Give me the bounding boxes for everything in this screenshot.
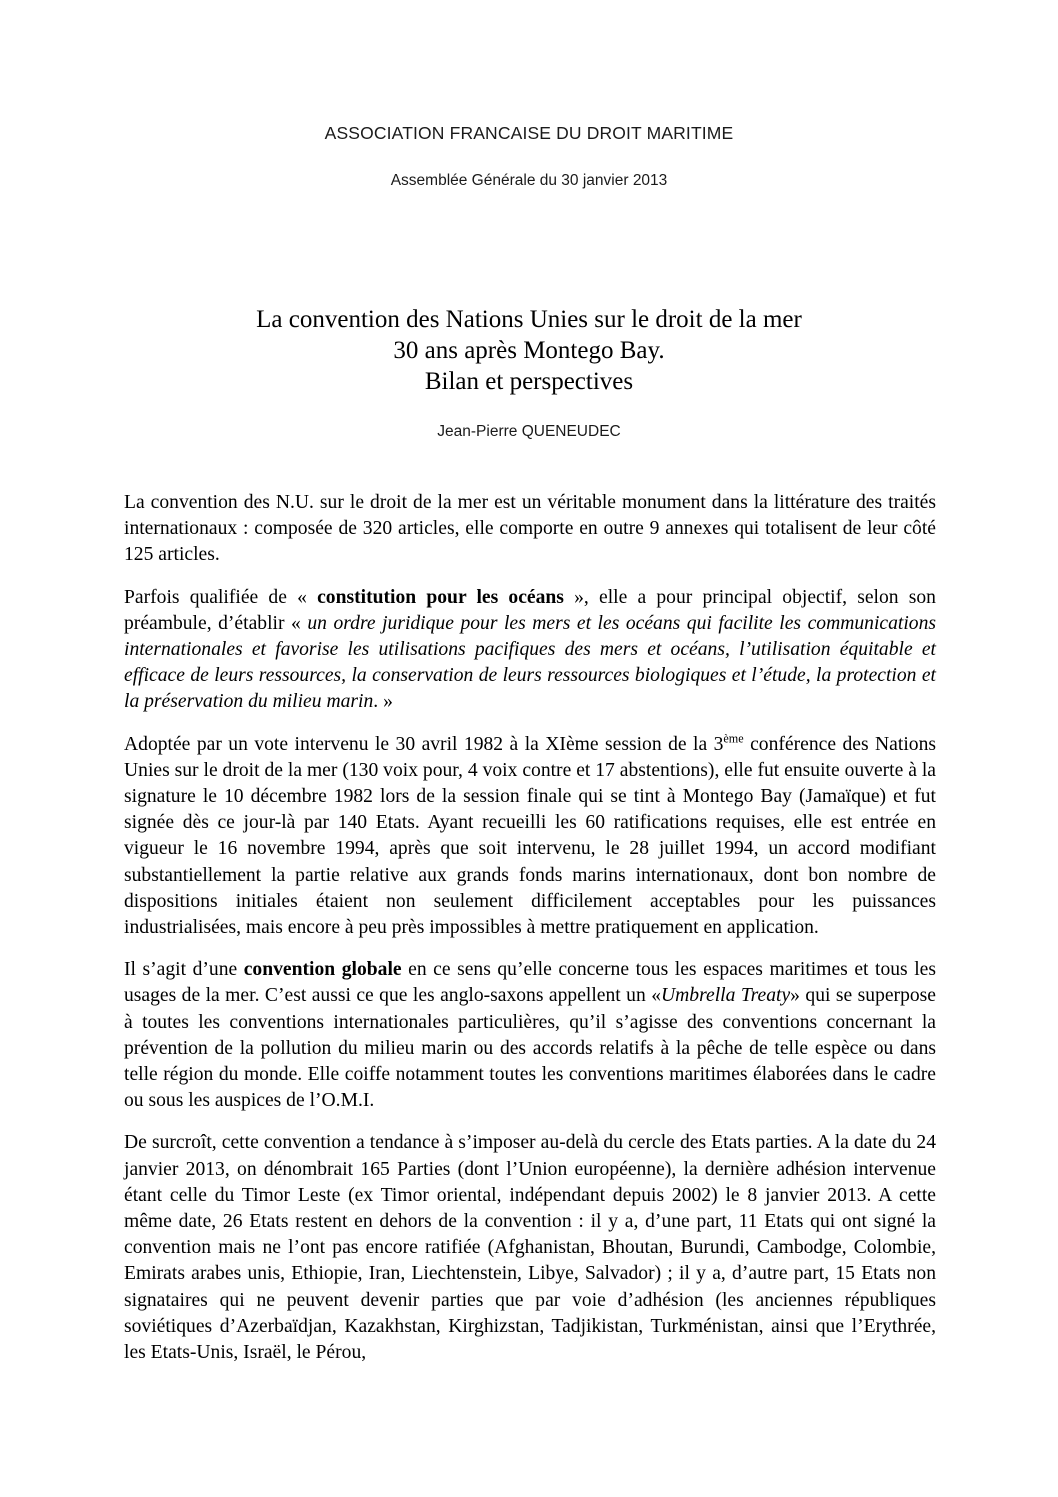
title-block	[0, 304, 1058, 442]
emphasis-convention-globale: convention globale	[243, 959, 402, 981]
paragraph-3-intro: Adoptée par un vote intervenu le 30 avril 1982 à la XIème session de la 3	[124, 733, 724, 755]
paragraph-5-text: De surcroît, cette convention a tendance à s’imposer au-delà du cercle des Etats parties. A la date du 24 janvier 2013, on dénombrait 165 Parties (dont l’Union européenne), la dernière adhésion intervenue étant celle du Timor Leste (ex Timor oriental, indépendant depuis 2002) le 8 janvier 2013. A cette même date, 26 Etats restent en dehors de la convention : il y a, d’une part, 11 Etats qui ont signé la convention mais ne l’ont pas encore ratifiée (Afghanistan, Bhoutan, Burundi, Cambodge, Colombie, Emirats arabes unis, Ethiopie, Iran, Liechtenstein, Libye, Salvador) ; il y a, d’autre part, 15 Etats non signataires qui ne peuvent devenir parties que par voie d’adhésion (les anciennes républiques soviétiques d’Azerbaïdjan, Kazakhstan, Kirghizstan, Tadjikistan, Turkménistan, ainsi que l’Erythrée, les Etats-Unis, Israël, le Pérou,	[124, 1132, 936, 1364]
document-body	[124, 490, 936, 1366]
paragraph-1-text: La convention des N.U. sur le droit de la mer est un véritable monument dans la littérature des traités internationaux : composée de 320 articles, elle comporte en outre 9 annexes qui totalisent de leur côté 125 articles.	[124, 492, 936, 566]
paragraph-3	[124, 732, 936, 942]
paragraph-3-rest: conférence des Nations Unies sur le droit de la mer (130 voix pour, 4 voix contre et 17 abstentions), elle fut ensuite ouverte à la signature le 10 décembre 1982 lors de la session finale qui se tint à Montego Bay (Jamaïque) et fut signée dès ce jour-là par 140 Etats. Ayant recueilli les 60 ratifications requises, elle est entrée en vigueur le 16 novembre 1994, après que soit intervenu, le 28 juillet 1994, un accord modifiant substantiellement la partie relative aux grands fonds marins internationaux, dont bon nombre de dispositions initiales étaient non seulement difficilement acceptables pour les puissances industrialisées, mais encore à peu près impossibles à mettre pratiquement en application.	[124, 733, 936, 939]
meeting-subtitle: Assemblée Générale du 30 janvier 2013	[390, 171, 668, 189]
paragraph-5	[124, 1130, 936, 1366]
paragraph-2-middle: », elle a pour principal objectif, selon son préambule, d’établir «	[124, 586, 936, 634]
paragraph-4-middle: en ce sens qu’elle concerne tous les espaces maritimes et tous les usages de la mer. C’est aussi ce que les anglo-saxons appellent un «	[124, 959, 936, 1007]
paragraph-4	[124, 957, 936, 1114]
paragraph-1	[124, 490, 936, 569]
paragraph-2-tail: . »	[373, 691, 393, 713]
paragraph-4-tail: » qui se superpose à toutes les conventions internationales particulières, qu’il s’agisse des conventions concernant la prévention de la pollution du milieu marin ou des accords relatifs à la pêche de telle espèce ou dans telle région du monde. Elle coiffe notamment toutes les conventions maritimes élaborées dans le cadre ou sous les auspices de l’O.M.I.	[124, 985, 936, 1112]
term-umbrella-treaty: Umbrella Treaty	[661, 985, 791, 1007]
organization-name: ASSOCIATION FRANCAISE DU DROIT MARITIME	[324, 123, 734, 143]
document-title-line-3: Bilan et perspectives	[424, 368, 634, 395]
emphasis-constitution-pour-les-oceans: constitution pour les océans	[317, 586, 564, 608]
quote-preambule: un ordre juridique pour les mers et les océans qui facilite les communications internationales et favorise les utilisations pacifiques des mers et océans, l’utilisation équitable et efficace de leurs ressources, la conservation de leurs ressources biologiques et l’étude, la protection et la préservation du milieu marin	[124, 612, 937, 713]
paragraph-2	[124, 585, 936, 716]
masthead	[0, 122, 1058, 191]
author-name: Jean-Pierre QUENEUDEC	[437, 423, 621, 440]
paragraph-2-intro: Parfois qualifiée de «	[124, 586, 318, 608]
ordinal-suffix: ème	[723, 731, 744, 746]
paragraph-4-intro: Il s’agit d’une	[124, 959, 244, 981]
document-title-line-1: La convention des Nations Unies sur le droit de la mer	[256, 306, 802, 333]
document-title-line-2: 30 ans après Montego Bay.	[393, 337, 665, 364]
